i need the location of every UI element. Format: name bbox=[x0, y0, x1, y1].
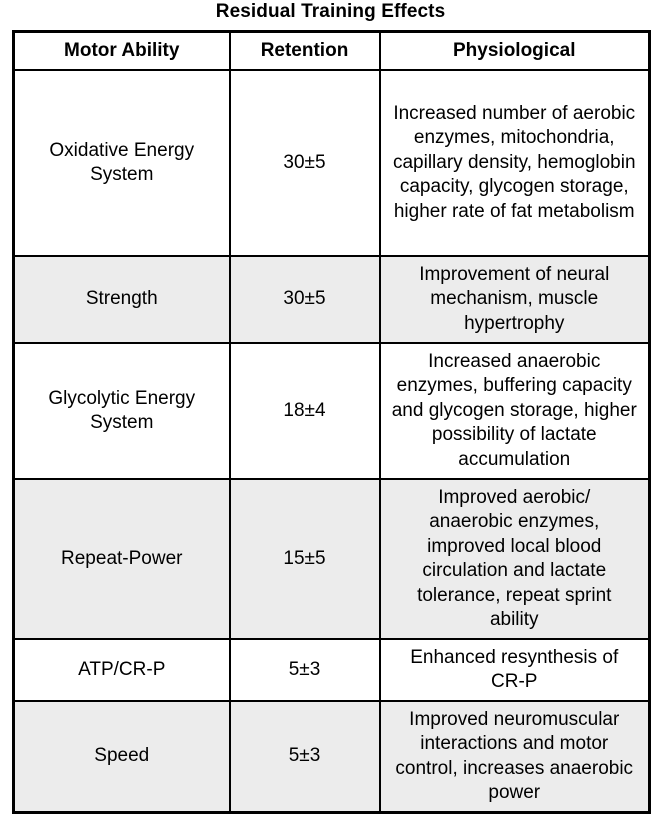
residual-training-table bbox=[12, 30, 651, 814]
physiological-cell: Increased anaerobic enzymes, buffering capacity and glycogen storage, higher possibility of lactate accumulation bbox=[380, 343, 650, 479]
retention-cell: 30±5 bbox=[230, 70, 380, 256]
header-row bbox=[14, 32, 650, 71]
motor-ability-cell: Oxidative Energy System bbox=[14, 70, 230, 256]
motor-ability-cell: Glycolytic Energy System bbox=[14, 343, 230, 479]
motor-ability-cell: Strength bbox=[14, 256, 230, 343]
physiological-cell: Improved neuromuscular interactions and motor control, increases anaerobic power bbox=[380, 701, 650, 813]
motor-ability-cell: Speed bbox=[14, 701, 230, 813]
motor-ability-cell: ATP/CR-P bbox=[14, 639, 230, 701]
physiological-cell: Enhanced resynthesis of CR-P bbox=[380, 639, 650, 701]
table-row bbox=[14, 70, 650, 256]
table-row bbox=[14, 701, 650, 813]
table-row bbox=[14, 343, 650, 479]
retention-cell: 5±3 bbox=[230, 639, 380, 701]
header-motor-ability: Motor Ability bbox=[14, 32, 230, 71]
header-physiological: Physiological bbox=[380, 32, 650, 71]
physiological-cell: Improvement of neural mechanism, muscle hypertrophy bbox=[380, 256, 650, 343]
table-row bbox=[14, 256, 650, 343]
retention-cell: 15±5 bbox=[230, 479, 380, 639]
retention-cell: 5±3 bbox=[230, 701, 380, 813]
retention-cell: 18±4 bbox=[230, 343, 380, 479]
physiological-cell: Increased number of aerobic enzymes, mitochondria, capillary density, hemoglobin capacity, glycogen storage, higher rate of fat metabolism bbox=[380, 70, 650, 256]
table-row bbox=[14, 639, 650, 701]
motor-ability-cell: Repeat-Power bbox=[14, 479, 230, 639]
header-retention: Retention bbox=[230, 32, 380, 71]
physiological-cell: Improved aerobic/ anaerobic enzymes, improved local blood circulation and lactate tolerance, repeat sprint ability bbox=[380, 479, 650, 639]
retention-cell: 30±5 bbox=[230, 256, 380, 343]
table-title: Residual Training Effects bbox=[215, 1, 446, 22]
table-row bbox=[14, 479, 650, 639]
